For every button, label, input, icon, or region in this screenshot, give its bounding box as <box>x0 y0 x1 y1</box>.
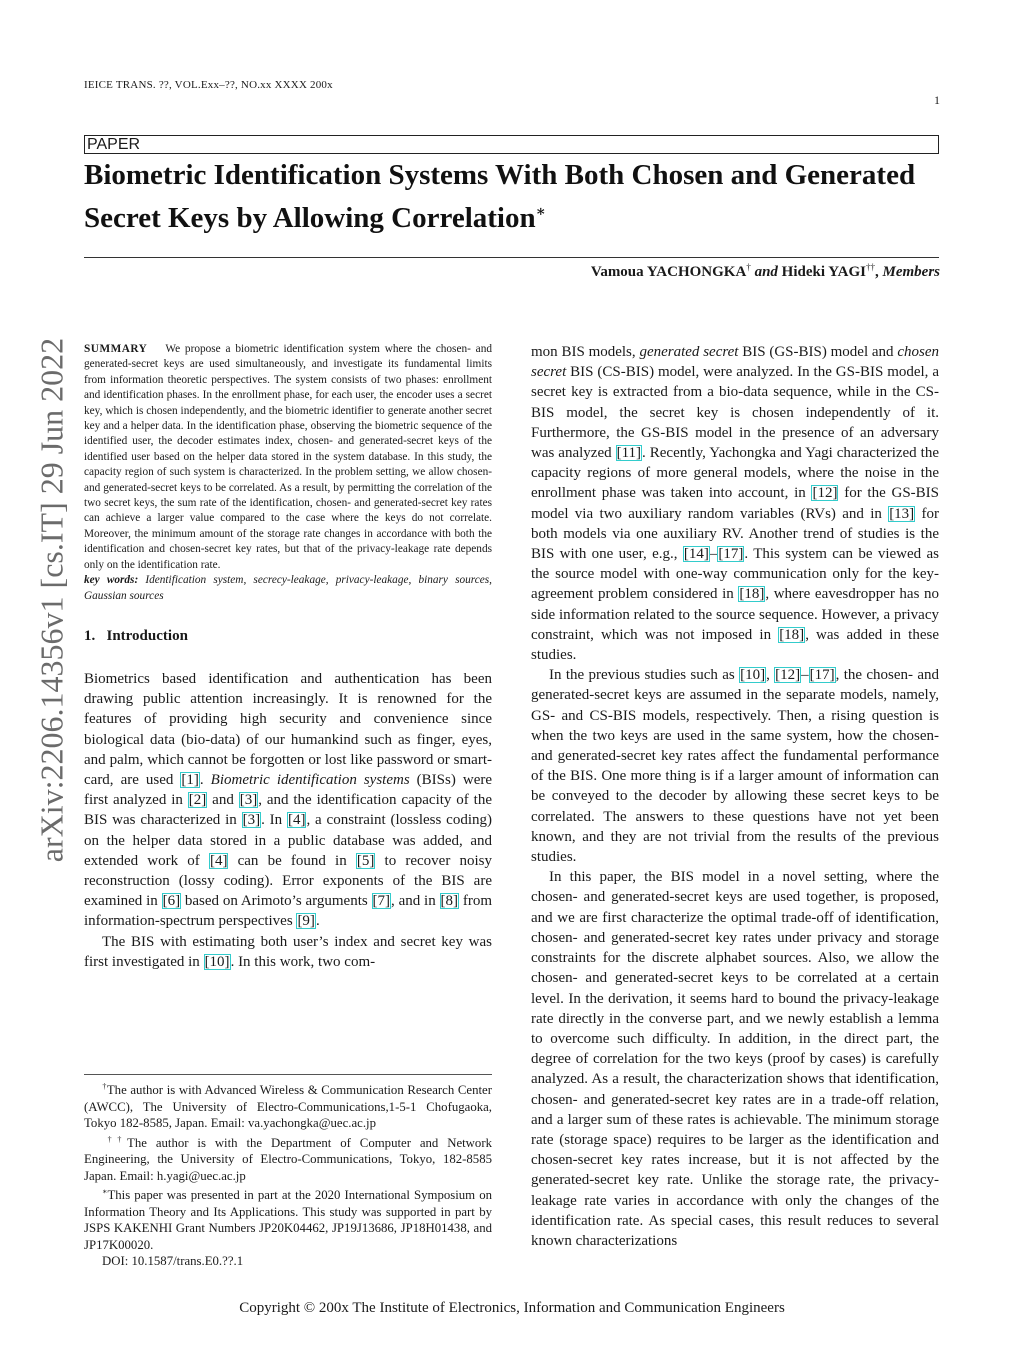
citation-link[interactable]: [7] <box>372 893 391 910</box>
text-run: . <box>199 771 211 788</box>
citation-link[interactable]: [14] <box>683 546 709 563</box>
citation-link[interactable]: [10] <box>740 667 766 684</box>
text-run: for the GS-BIS model via two auxiliary random variables (RVs) and in <box>531 485 939 522</box>
text-run: , the chosen- and generated-secret keys are assumed in the separate models, namely, GS- and CS-BIS models, respectively. Then, a rising question is when the two keys are used in the same system, how the chosen- and generated-secret key rates affect the fundamental performance of the BIS. One more thing is if a larger amount of information can be conveyed to the decoder by allowing these secret keys to be correlated. The answers to these questions have not yet been known, and they are not trivial from the results of the previous studies. <box>531 667 940 866</box>
keywords-label: key words: <box>84 574 139 587</box>
footnotes <box>84 1074 492 1270</box>
text-run: , where eavesdropper has no side information related to the source sequence. However, a privacy constraint, which was not imposed in <box>531 586 939 643</box>
text-run: BIS (GS-BIS) model and <box>738 344 898 360</box>
citation-link[interactable]: [4] <box>209 852 228 869</box>
footnote-3-mark: ∗ <box>102 1187 108 1196</box>
text-run: Biometrics based identification and authentication has been drawing public attention increasingly. It is renowned for the features of providing high security and convenience since biological data (bio-data) of our humankind such as finger, eyes, and palm, which cannot be forgotten or lost like password or smart-card, are used <box>84 670 492 788</box>
citation-link[interactable]: [9] <box>297 913 315 930</box>
text-run: The BIS with estimating both user’s index and secret key was first investigated in <box>84 933 492 970</box>
text-run: – <box>801 667 809 684</box>
section-number: 1. <box>84 627 96 644</box>
footnote-1 <box>84 1079 492 1132</box>
author-1-mark: † <box>746 262 751 272</box>
text-run: mon BIS models, <box>531 344 640 360</box>
left-column <box>84 342 492 972</box>
text-run: , <box>766 667 775 684</box>
footnote-2-mark: †† <box>102 1134 128 1144</box>
page-number: 1 <box>934 93 940 107</box>
right-paragraph-3 <box>531 867 939 1251</box>
text-run: , a constraint (lossless coding) on the helper data stored in a public database was added, and extended work of <box>84 812 493 869</box>
summary-block <box>84 342 492 573</box>
citation-link[interactable]: [3] <box>242 812 261 829</box>
author-conjunction: and <box>754 264 778 280</box>
section-title: Introduction <box>106 627 188 644</box>
text-run: for both models via one auxiliary RV. Another trend of studies is the BIS with one user, e.g., <box>531 505 939 563</box>
emphasis: Biometric identification systems <box>210 771 410 788</box>
text-run: BIS (CS-BIS) model, were analyzed. In the GS-BIS model, a secret key is extracted from a bio-data sequence, while in the CS-BIS model, the secret key is chosen independently of it. Furthermore, the GS-BIS model in the presence of an adversary was analyzed <box>531 364 939 462</box>
text-run: . This system can be viewed as the source model with one-way communication only for the key-agreement problem considered in <box>531 546 939 603</box>
summary-label: SUMMARY <box>84 343 148 355</box>
citation-link[interactable]: [2] <box>188 792 207 809</box>
keywords-text: Identification system, secrecy-leakage, privacy-leakage, binary sources, Gaussian sources <box>84 574 492 602</box>
emphasis: generated secret <box>639 344 739 360</box>
paper-title <box>84 157 954 237</box>
text-run: from information-spectrum perspectives <box>84 893 492 930</box>
citation-link[interactable]: [18] <box>739 586 765 603</box>
text-run: – <box>709 546 718 563</box>
author-2: Hideki YAGI <box>781 264 866 280</box>
footnote-divider <box>84 1074 492 1075</box>
citation-link[interactable]: [6] <box>162 893 181 910</box>
title-line-2: Secret Keys by Allowing Correlation <box>84 202 536 234</box>
citation-link[interactable]: [18] <box>779 626 805 643</box>
keywords-block <box>84 573 492 604</box>
text-run: . <box>315 913 320 930</box>
text-run: , and the identification capacity of the BIS was characterized in <box>84 792 492 829</box>
text-run: based on Arimoto’s arguments <box>181 893 372 910</box>
citation-link[interactable]: [17] <box>718 546 744 563</box>
footnote-2 <box>84 1132 492 1185</box>
intro-paragraph-1 <box>84 669 492 932</box>
text-run: In the previous studies such as <box>549 667 740 684</box>
citation-link[interactable]: [8] <box>440 893 459 910</box>
citation-link[interactable]: [4] <box>287 812 306 829</box>
footnote-3 <box>84 1184 492 1253</box>
footnote-3-text: This paper was presented in part at the 2020 International Symposium on Information Theory and Its Applications. This study was supported in part by JSPS KAKENHI Grant Numbers JP20K04462, JP19J13686, JP18H01438, and JP17K00020. <box>84 1188 492 1252</box>
footnote-1-mark: † <box>102 1082 107 1091</box>
citation-link[interactable]: [17] <box>809 667 835 684</box>
text-run: , and in <box>391 893 440 910</box>
text-run: (BISs) were first analyzed in <box>84 771 493 809</box>
author-line: Vamoua YACHONGKA† and Hideki YAGI††, Members <box>590 262 940 280</box>
title-footnote-mark: ∗ <box>535 204 546 220</box>
journal-header: IEICE TRANS. ??, VOL.Exx–??, NO.xx XXXX 200x <box>84 79 333 91</box>
text-run: . In this work, two com- <box>230 953 376 970</box>
text-run: and <box>207 792 239 809</box>
author-2-mark: †† <box>866 262 875 272</box>
citation-link[interactable]: [5] <box>356 852 375 869</box>
text-run: to recover noisy reconstruction (lossy coding). Error exponents of the BIS are examined in <box>84 852 493 910</box>
citation-link[interactable]: [12] <box>775 667 801 684</box>
right-paragraph-1 <box>531 342 939 665</box>
emphasis: chosen secret <box>531 344 939 381</box>
author-role: Members <box>882 264 940 280</box>
citation-link[interactable]: [10] <box>204 953 230 970</box>
right-column <box>531 342 939 1251</box>
paper-label: PAPER <box>87 136 141 153</box>
copyright-footer: Copyright © 200x The Institute of Electronics, Information and Communication Engineers <box>239 1300 785 1316</box>
text-run: . In <box>261 812 287 829</box>
section-heading <box>84 626 492 646</box>
text-run: . Recently, Yachongka and Yagi characterized the capacity regions of more general models, where the noise in the enrollment phase was taken into account, in <box>531 445 939 502</box>
right-paragraph-2 <box>531 665 939 867</box>
doi-line <box>84 1253 492 1270</box>
summary-text: We propose a biometric identification system where the chosen- and generated-secret keys are used simultaneously, and investigate its fundamental limits from information theoretic perspectives. The system consists of two phases: enrollment and identification phases. In the enrollment phase, for each user, the encoder uses a secret key, which is chosen independently, and the biometric identifier to generate another secret key and a helper data. In the identification phase, observing the biometric sequence of the identified user, the decoder estimates index, chosen- and generated-secret keys of the identified user based on the helper data stored in the system database. In this study, the capacity region of such system is characterized. In the problem setting, we allow chosen- and generated-secret keys to be correlated. As a result, by permitting the correlation of the two secret keys, the sum rate of the identification, chosen- and generated-secret key rates can achieve a larger value compared to the case where the keys do not correlate. Moreover, the minimum amount of the storage rate changes in accordance with both the identification and chosen-secret key rates, but that of the privacy-leakage rate depends only on the identification rate. <box>84 343 492 571</box>
footnote-1-text: The author is with Advanced Wireless & Communication Research Center (AWCC), The University of Electro-Communications,1-5-1 Chofugaoka, Tokyo 182-8585, Japan. Email: va.yachongka@uec.ac.jp <box>84 1083 492 1130</box>
text-run: In this paper, the BIS model in a novel setting, where the chosen- and generated-secret keys are used together, is proposed, and we are first characterize the optimal trade-off of identification, chosen- and generated-secret key rates under privacy and storage constraints for the discrete alphabet sources. Also, we allow the chosen- and generated-secret keys to be correlated at a certain level. In the derivation, it seems hard to bound the privacy-leakage rate directly in the converse part, and we newly establish a lemma to overcome such difficulty. In addition, in the direct part, the degree of correlation for the two keys (proof by cases) is carefully analyzed. As a result, the characterization shows that identification, chosen- and generated-secret key rates are in a trade-off relation, and a larger sum of these rates is achievable. The minimum storage rate (storage space) requires to be larger as the identification and chosen-secret key rates increase, but it is not affected by the generated-secret key rate. Unlike the storage rate, the privacy-leakage rate varies in accordance with only the changes of the identification rate. As special cases, this result reduces to several known characterizations <box>531 869 939 1249</box>
text-run: , was added in these studies. <box>531 626 939 664</box>
title-divider <box>84 257 939 258</box>
author-1: Vamoua YACHONGKA <box>590 264 747 280</box>
citation-link[interactable]: [11] <box>616 445 642 462</box>
doi-text: DOI: 10.1587/trans.E0.??.1 <box>102 1254 244 1268</box>
title-line-1: Biometric Identification Systems With Both Chosen and Generated <box>84 159 916 191</box>
citation-link[interactable]: [13] <box>889 505 915 522</box>
footnote-2-text: The author is with the Department of Computer and Network Engineering, the University of Electro-Communications, Tokyo, 182-8585 Japan. Email: h.yagi@uec.ac.jp <box>84 1135 492 1183</box>
citation-link[interactable]: [3] <box>239 792 258 809</box>
intro-paragraph-2 <box>84 932 492 972</box>
text-run: can be found in <box>228 852 356 869</box>
arxiv-stamp: arXiv:2206.14356v1 [cs.IT] 29 Jun 2022 <box>33 337 70 863</box>
citation-link[interactable]: [1] <box>181 771 199 788</box>
citation-link[interactable]: [12] <box>812 485 838 502</box>
paper-label-box <box>84 135 939 154</box>
